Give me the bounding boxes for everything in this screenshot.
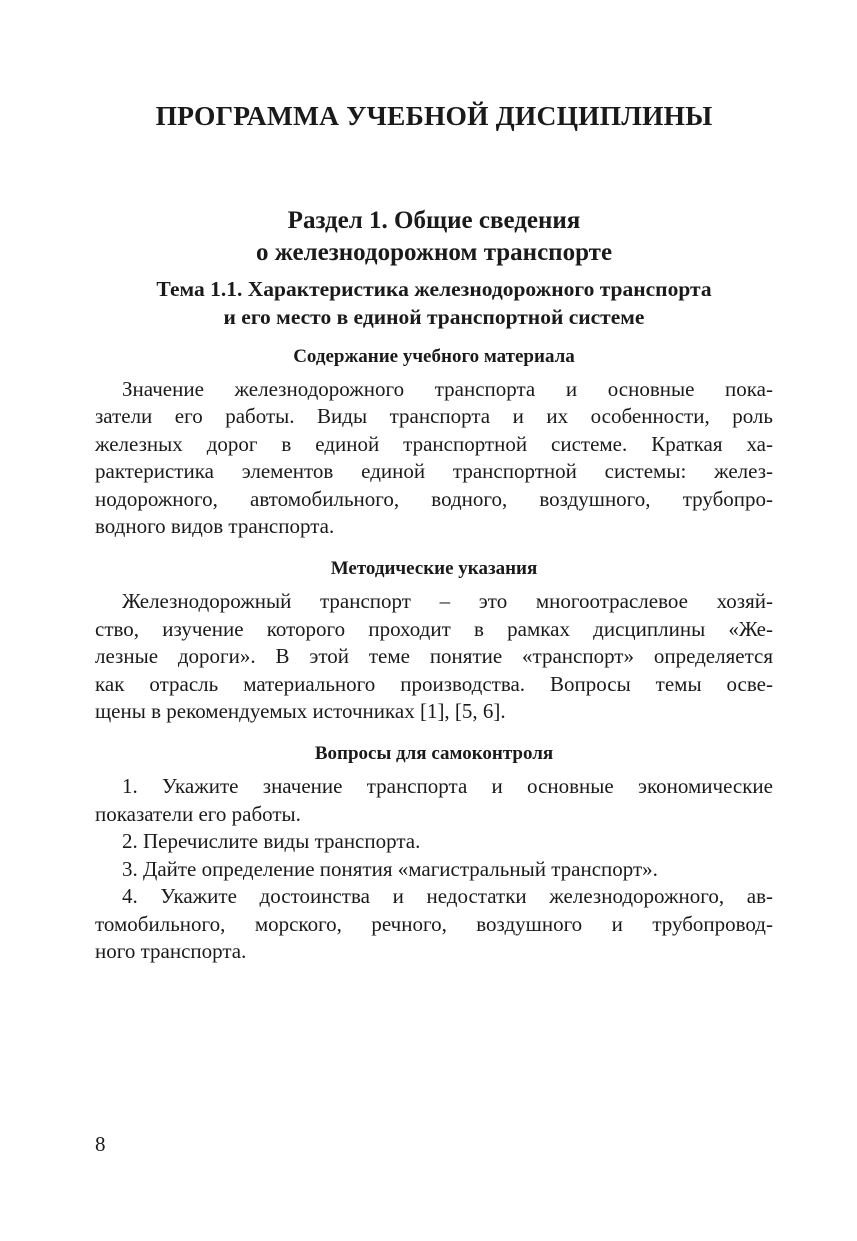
content-line: нодорожного, автомобильного, водного, воздушного, трубопро-: [95, 486, 773, 511]
page-number: 8: [95, 1132, 106, 1156]
method-paragraph: [95, 588, 773, 725]
question-line: томобильного, морского, речного, воздушного и трубопровод-: [95, 911, 773, 936]
question-line: ного транспорта.: [95, 938, 247, 963]
method-line: лезные дороги». В этой теме понятие «транспорт» определяется: [95, 644, 773, 669]
method-heading: Методические указания: [330, 558, 538, 580]
topic-title-line-1: Тема 1.1. Характеристика железнодорожного транспорта: [156, 277, 712, 301]
question-line: 3. Дайте определение понятия «магистральный транспорт».: [122, 856, 658, 881]
content-paragraph: [95, 376, 773, 540]
content-line: водного видов транспорта.: [95, 514, 335, 539]
questions-list: [95, 773, 773, 965]
question-line: 4. Укажите достоинства и недостатки железнодорожного, ав-: [122, 884, 773, 909]
section-title: [95, 205, 773, 269]
method-line: Железнодорожный транспорт – это многоотраслевое хозяй-: [122, 589, 773, 614]
method-line: как отрасль материального производства. Вопросы темы осве-: [95, 671, 773, 696]
method-line: ство, изучение которого проходит в рамках дисциплины «Же-: [95, 616, 773, 641]
question-line: 1. Укажите значение транспорта и основные экономические: [122, 774, 773, 799]
question-item: [95, 828, 773, 855]
question-line: 2. Перечислите виды транспорта.: [122, 829, 421, 854]
page-title: ПРОГРАММА УЧЕБНОЙ ДИСЦИПЛИНЫ: [155, 100, 713, 131]
method-line: щены в рекомендуемых источниках [1], [5, 6].: [95, 699, 506, 724]
content-line: железных дорог в единой транспортной системе. Краткая ха-: [95, 431, 773, 456]
topic-title: [95, 275, 773, 331]
topic-title-line-2: и его место в единой транспортной системе: [223, 305, 645, 329]
question-line: показатели его работы.: [95, 801, 301, 826]
section-title-line-2: о железнодорожном транспорте: [255, 239, 613, 266]
question-item: [95, 856, 773, 883]
question-item: [95, 883, 773, 965]
section-title-line-1: Раздел 1. Общие сведения: [287, 207, 581, 234]
questions-heading: Вопросы для самоконтроля: [314, 743, 554, 765]
content-line: Значение железнодорожного транспорта и основные пока-: [122, 377, 773, 401]
content-line: затели его работы. Виды транспорта и их особенности, роль: [95, 404, 773, 429]
content-line: рактеристика элементов единой транспортной системы: желез-: [95, 459, 773, 484]
content-heading: Содержание учебного материала: [293, 346, 575, 367]
question-item: [95, 773, 773, 828]
